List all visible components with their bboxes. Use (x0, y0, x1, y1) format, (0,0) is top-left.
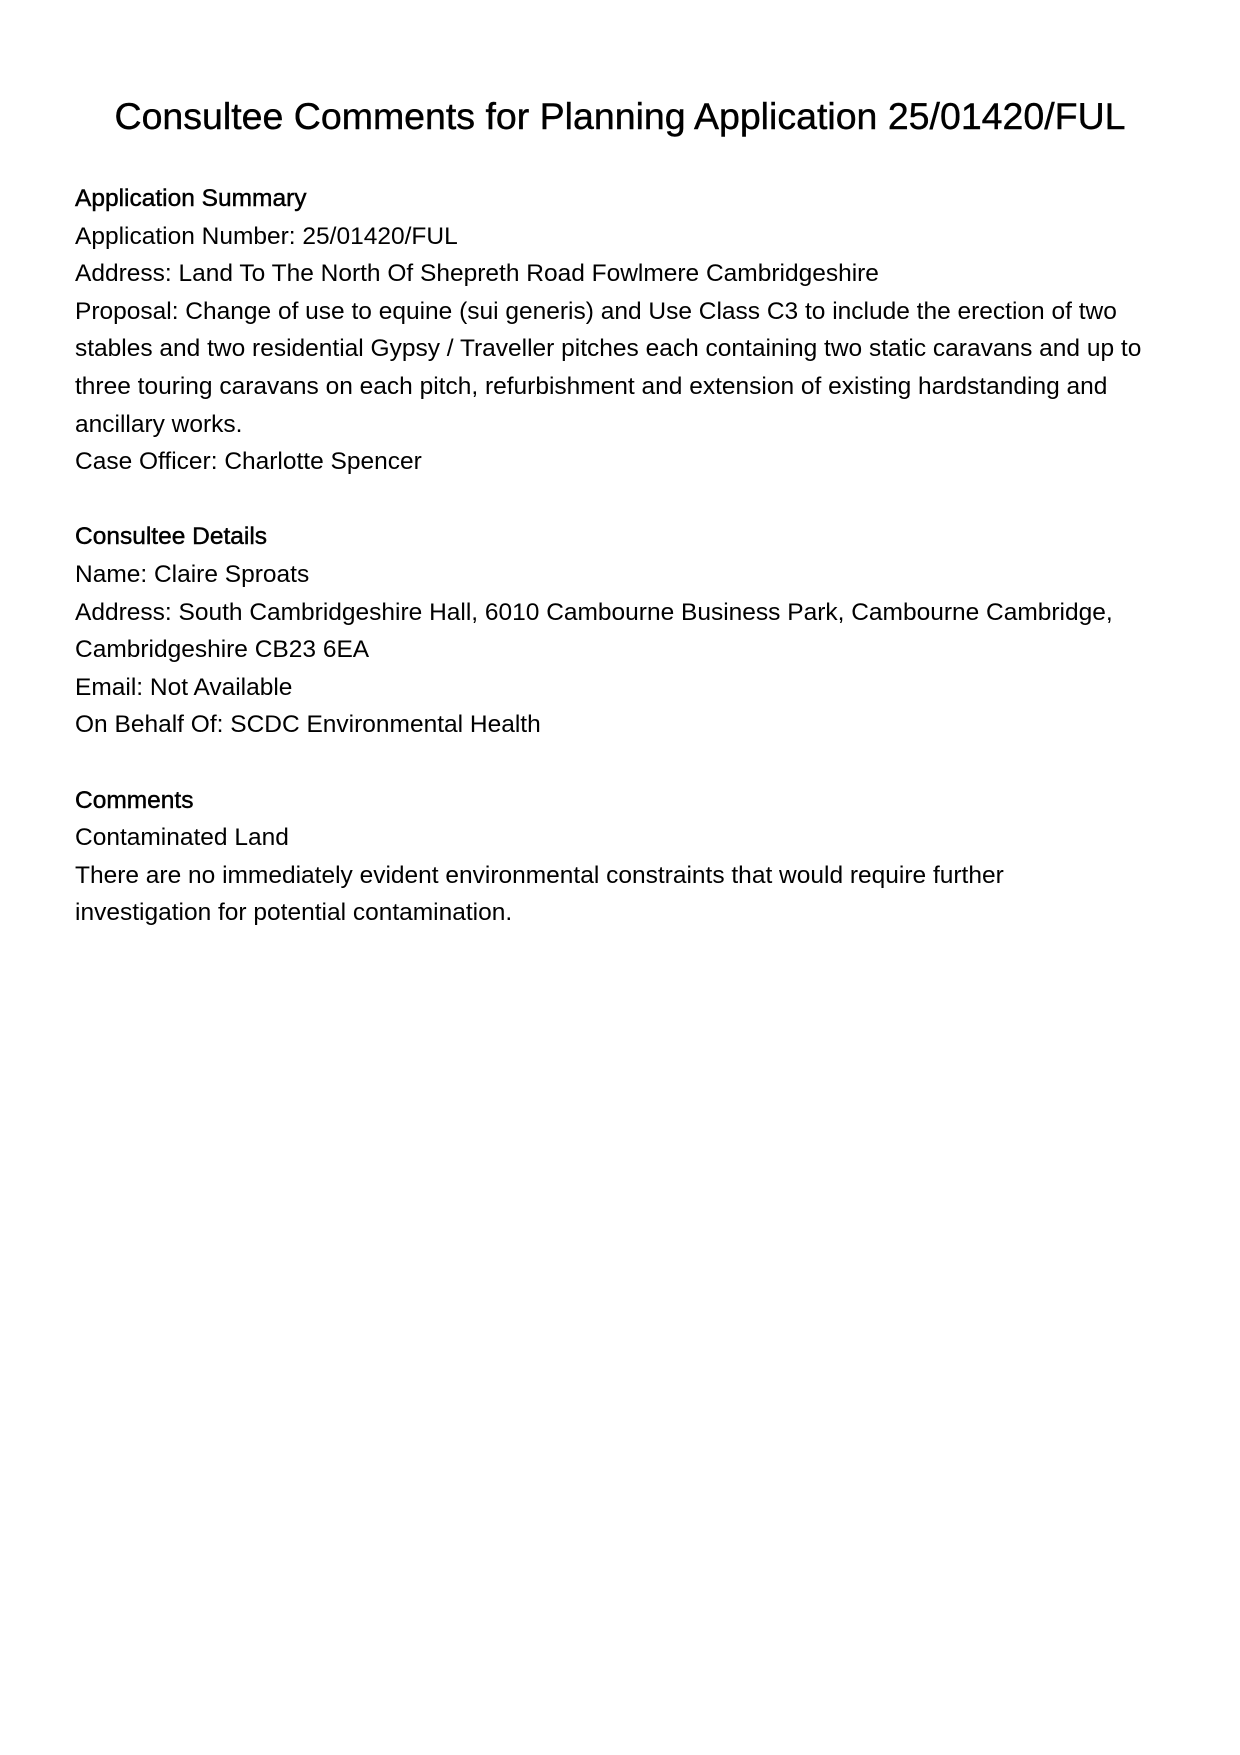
comments-body-line: investigation for potential contamination. (75, 899, 513, 927)
application-summary-section (75, 180, 1175, 481)
consultee-address-line: Cambridgeshire CB23 6EA (75, 636, 370, 664)
proposal-line: stables and two residential Gypsy / Traveller pitches each containing two static caravans and up to (75, 335, 1142, 363)
document-title: Consultee Comments for Planning Application 25/01420/FUL (114, 95, 1126, 137)
consultee-address-line: Address: South Cambridgeshire Hall, 6010 Cambourne Business Park, Cambourne Cambridge, (75, 598, 1113, 626)
consultee-email: Email: Not Available (75, 673, 293, 701)
comments-heading: Comments (75, 786, 194, 814)
consultee-details-section (75, 518, 1175, 744)
consultee-on-behalf-of: On Behalf Of: SCDC Environmental Health (75, 711, 541, 739)
consultee-name: Name: Claire Sproats (75, 560, 310, 588)
consultee-details-heading: Consultee Details (75, 523, 268, 551)
application-number: Application Number: 25/01420/FUL (75, 222, 458, 250)
application-address: Address: Land To The North Of Shepreth Road Fowlmere Cambridgeshire (75, 260, 879, 288)
proposal-line: Proposal: Change of use to equine (sui generis) and Use Class C3 to include the erection of two (75, 297, 1117, 325)
case-officer: Case Officer: Charlotte Spencer (75, 448, 422, 476)
comments-subheading: Contaminated Land (75, 824, 289, 852)
comments-section (75, 782, 1175, 932)
proposal-line: ancillary works. (75, 410, 243, 438)
comments-body-line: There are no immediately evident environmental constraints that would require further (75, 861, 1004, 889)
document-page (75, 92, 1175, 932)
application-summary-heading: Application Summary (75, 185, 307, 212)
proposal-line: three touring caravans on each pitch, refurbishment and extension of existing hardstanding and (75, 372, 1108, 400)
